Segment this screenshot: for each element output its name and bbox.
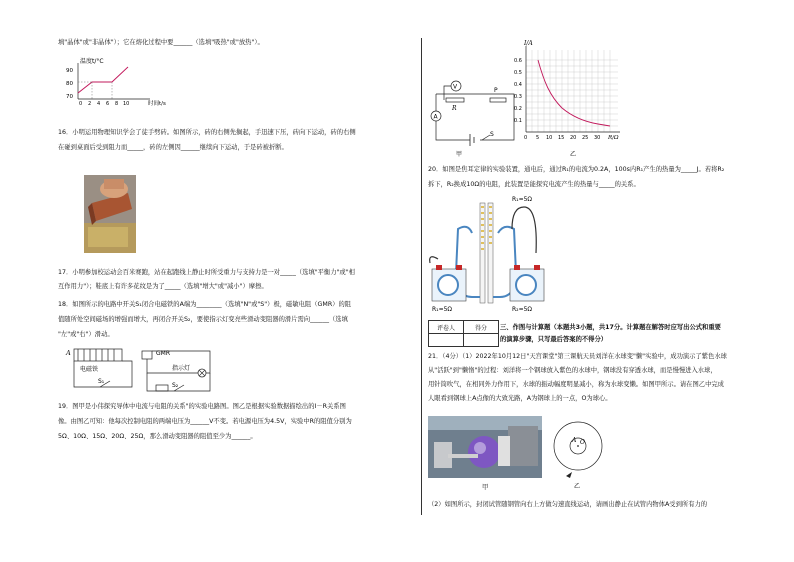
q18-line3: "左"或"右"）滑动。 xyxy=(58,331,114,338)
ball-diagram xyxy=(548,418,618,490)
gmr-label: GMR xyxy=(156,350,170,357)
lamp-label: 指示灯 xyxy=(172,365,191,372)
joule-apparatus xyxy=(428,193,548,318)
temp-xtick-2: 2 xyxy=(88,101,92,107)
electromagnet-core xyxy=(74,349,122,361)
xtick-15: 15 xyxy=(558,135,565,141)
circuit-a-label: A xyxy=(66,349,71,357)
temp-graph-ylabel: 温度t/°C xyxy=(80,58,104,65)
center-o-label: O xyxy=(580,439,585,446)
resistor-r xyxy=(446,98,464,102)
switch-s1-label: S₁ xyxy=(98,378,105,385)
q19-circuit xyxy=(426,80,516,156)
rheostat xyxy=(156,385,168,391)
switch-s2-label: S₂ xyxy=(172,382,179,389)
ytick-0.4: 0.4 xyxy=(514,82,522,88)
score-table-grader-cell[interactable] xyxy=(429,334,464,347)
graph-caption-yi: 乙 xyxy=(570,151,577,158)
q20-line1: 20．如图是焦耳定律的实验装置，通电后，通过R₁的电流为0.2A，100s内R₁产生的热量为_____J。若将R₂ xyxy=(428,166,725,173)
tube-right xyxy=(488,203,493,303)
xtick-5: 5 xyxy=(536,135,540,141)
section3-line1: 三、作图与计算题（本题共3小题，共17分。计算题在解答时应写出公式和重要 xyxy=(500,324,721,331)
q19-line2: 像。由图乙可知：他每次控制电阻的两端电压为______V不变。若电源电压为4.5V，实验中R的阻值分别为 xyxy=(58,418,352,425)
q18-line2: 值随所处空间磁场的增强而增大，再闭合开关S₂，要使指示灯变亮些滑动变阻器的滑片需向______（选填 xyxy=(58,316,348,323)
temp-ytick-90: 90 xyxy=(66,68,73,74)
score-table-score-cell[interactable] xyxy=(464,334,499,347)
water-ball-photo xyxy=(428,416,542,478)
q15-tail: 填"晶体"或"非晶体"）；它在熔化过程中要______（选填"吸热"或"放热"）。 xyxy=(58,39,264,46)
ytick-0.2: 0.2 xyxy=(514,106,522,112)
temp-curve xyxy=(78,67,128,93)
r1-label: R₁=5Ω xyxy=(432,306,453,313)
temp-ytick-80: 80 xyxy=(66,81,73,87)
graph-xlabel: R/Ω xyxy=(608,135,619,141)
r2-label: R₂=5Ω xyxy=(512,306,533,313)
temp-xtick-6: 6 xyxy=(106,101,110,107)
circuit-caption-jia: 甲 xyxy=(456,151,463,158)
tube-left xyxy=(480,203,485,303)
q21-line4: 人眼看到钢球上A点像的大致光路，A为钢球上的一点，O为球心。 xyxy=(428,395,612,402)
ytick-0.3: 0.3 xyxy=(514,94,522,100)
r1-top-label: R₁=5Ω xyxy=(512,196,533,203)
fig-caption-jia: 甲 xyxy=(482,484,489,491)
section3-line2: 的演算步骤，只写最后答案的不得分） xyxy=(500,336,608,343)
center-o xyxy=(577,445,579,447)
temp-xtick-0: 0 xyxy=(79,101,83,107)
resistor-r-label: R xyxy=(452,105,457,112)
eye-icon xyxy=(566,472,572,478)
ytick-0.1: 0.1 xyxy=(514,118,522,124)
electromagnet-circuit xyxy=(60,345,220,397)
xtick-0: 0 xyxy=(524,135,528,141)
electromagnet-label: 电磁铁 xyxy=(80,366,99,373)
column-divider xyxy=(421,38,422,515)
fig-caption-yi: 乙 xyxy=(574,483,581,490)
temp-xtick-8: 8 xyxy=(115,101,119,107)
temp-xtick-4: 4 xyxy=(97,101,101,107)
q16-line2: 在碰到桌面后受到阻力而_____，砖的左侧因______继续向下运动，于是砖被折断。 xyxy=(58,144,288,151)
rheostat-icon xyxy=(490,98,506,102)
xtick-10: 10 xyxy=(546,135,553,141)
q21-line3: 用针筒吹气，在相同外力作用下，水球的振动幅度明显减小，称为水球变懒。如图甲所示。请在图乙中完成 xyxy=(428,381,724,388)
switch-s-label: S xyxy=(490,131,494,138)
q17-line2: 互作用力"）；鞋底上有许多花纹是为了_____（选填"增大"或"减小"）摩擦。 xyxy=(58,283,268,290)
q21-part2: （2）如图所示，封闭试管随钢管向右上方做匀速直线运动，请画出静止在试管内物体A受到所有力的 xyxy=(428,501,708,508)
q18-line1: 18．如图所示的电路中开关S₁闭合电磁铁的A端为________（选填"N"或"S"）极，磁敏电阻（GMR）的阻 xyxy=(58,301,352,308)
coil xyxy=(78,349,114,361)
graph-ylabel: I/A xyxy=(524,40,533,47)
current-resistance-graph xyxy=(508,38,628,160)
temperature-graph xyxy=(62,55,172,105)
slider-p-label: P xyxy=(494,87,498,94)
score-table-score: 得分 xyxy=(464,321,499,334)
point-a-label: A xyxy=(572,437,577,444)
brick-photo xyxy=(84,175,136,253)
voltmeter-label: V xyxy=(453,83,458,91)
q19-line3: 5Ω、10Ω、15Ω、20Ω、25Ω，那么滑动变阻器的阻值至少为______。 xyxy=(58,433,257,440)
xtick-30: 30 xyxy=(594,135,601,141)
ytick-0.5: 0.5 xyxy=(514,70,522,76)
q19-line1: 19．图甲是小伟探究导体中电流与电阻的关系"的实验电路图。图乙是根据实验数据描绘出的I－R关系图 xyxy=(58,403,346,410)
gmr-resistor xyxy=(142,351,152,359)
grid xyxy=(526,50,618,132)
q17-line1: 17．小明参加校运动会百米赛跑，站在起跑线上静止时所受重力与支持力是一对_____（选填"平衡力"或"相 xyxy=(58,269,355,276)
ammeter-label: A xyxy=(433,113,438,121)
q21-line1: 21．（4分）（1）2022年10月12日"天宫课堂"第三课航天员刘洋在水球变"懒"实验中，成功演示了紫色水球 xyxy=(428,353,727,360)
temp-ytick-70: 70 xyxy=(66,94,73,100)
xtick-20: 20 xyxy=(570,135,577,141)
q16-line1: 16．小明运用物理知识学会了徒手劈砖。如图所示，砖的右侧先搁起，手迅速下压，砖向下运动，砖的右侧 xyxy=(58,129,356,136)
score-table xyxy=(428,320,499,347)
ytick-0.6: 0.6 xyxy=(514,58,522,64)
score-table-grader: 评卷人 xyxy=(429,321,464,334)
temp-xtick-10: 10 xyxy=(123,101,130,107)
temp-graph-xlabel: 时间t/s xyxy=(148,101,166,107)
q20-line2: 拆下，R₂换成10Ω的电阻，此装置是能探究电流产生的热量与_____的关系。 xyxy=(428,181,640,188)
q21-line2: 从"活跃"到"懒惰"的过程：刘洋将一个钢球放入紫色的水球中，钢球没有穿透水球，而是慢慢进入水球， xyxy=(428,367,717,374)
xtick-25: 25 xyxy=(582,135,589,141)
